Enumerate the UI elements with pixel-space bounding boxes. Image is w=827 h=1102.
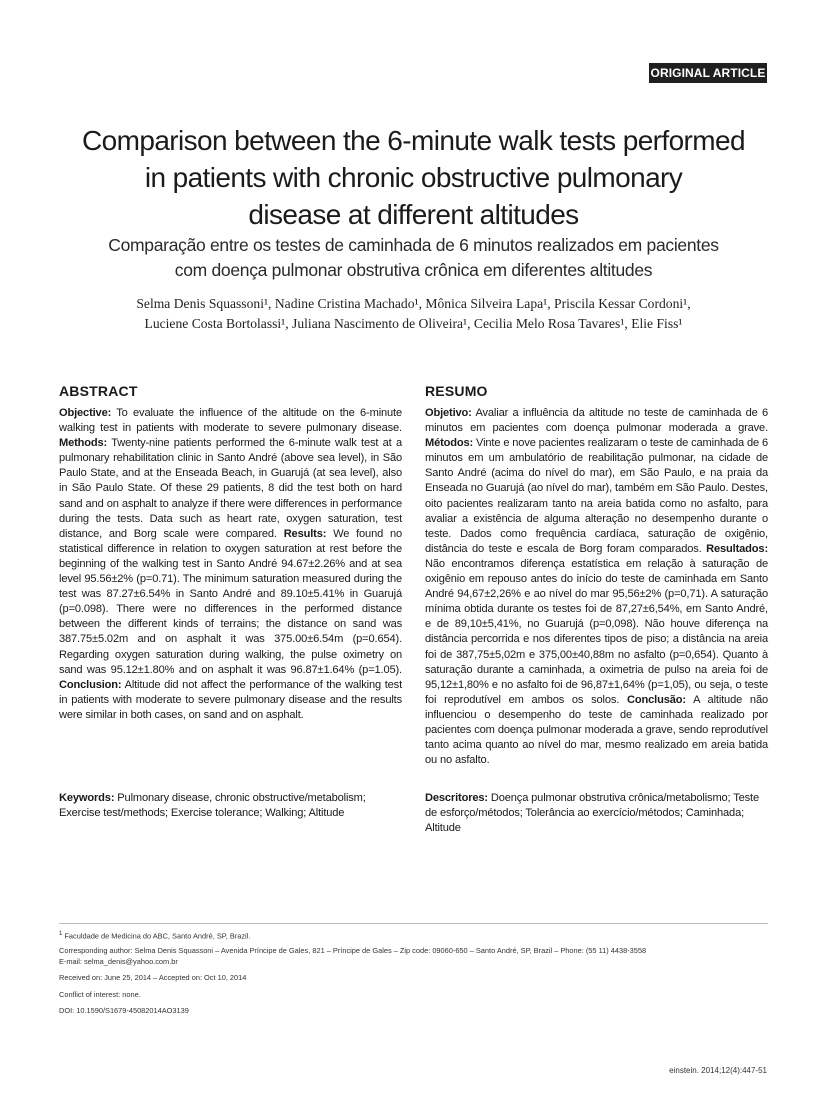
resumo-metodos-text: Vinte e nove pacientes realizaram o teste de caminhada de 6 minutos em um ambulatório de reabilitação pulmonar, na cidade de Santo André (acima do nível do mar), em São Paulo, e na praia da Enseada no Guarujá (ao nível do mar), também em São Paulo. Destes, oito pacientes realizaram tanto na areia batida como no asfalto, para avaliar a existência de alguma alteração no desempenho durante o teste. Dados como frequência cardíaca, saturação de oxigênio, distância do teste e escala de Borg foram comparados. [425, 437, 768, 555]
abstract-results-label: Results: [283, 527, 327, 540]
resumo-objetivo-text: Avaliar a influência da altitude no teste de caminhada de 6 minutos em pacientes com doença pulmonar moderada a grave. [425, 407, 768, 435]
resumo-resultados-label: Resultados: [706, 542, 768, 555]
resumo-resultados-text: Não encontramos diferença estatística em relação à saturação de oxigênio em repouso antes do início do teste de caminhada em Santo André 94,67±2,26% e ao nível do mar 95,56±2% (p=0,71). A saturação mínima obtida durante os testes foi de 87,27±6,54%, em Santo André, e de 89,10±5,41%, no Guarujá (p=0,098). Não houve diferença na distância percorrida e nos diferentes tipos de piso; a distância na areia foi de 387,75±5,02m e 375,00±40,88m no asfalto (p=0,654). Quanto à saturação durante a caminhada, a oximetria de pulso na areia foi de 95,12±1,80% e no asfalto foi de 96,87±1,64% (p=1,05), ou seja, o teste foi reprodutível em ambos os solos. [425, 557, 768, 706]
abstract-conclusion-label: Conclusion: [59, 678, 122, 691]
abstract-column [59, 382, 402, 723]
footnote-conflict: Conflict of interest: none. [59, 990, 141, 999]
affiliation-mark: 1 [59, 931, 63, 937]
author-list [70, 294, 757, 334]
keywords [59, 791, 402, 821]
footnote-corresponding: Corresponding author: Selma Denis Squassoni – Avenida Príncipe de Gales, 821 – Príncipe de Gales – Zip code: 09060-650 – Santo André, SP, Brazil – Phone: (55 11) 4438-3558 [59, 946, 647, 955]
article-subtitle [80, 233, 747, 283]
article-type-badge: ORIGINAL ARTICLE [649, 63, 767, 83]
resumo-objetivo-label: Objetivo: [425, 407, 472, 419]
keywords-text: Pulmonary disease, chronic obstructive/metabolism; Exercise test/methods; Exercise tolerance; Walking; Altitude [59, 792, 366, 820]
title-line: Comparison between the 6-minute walk tests performed [82, 125, 745, 156]
title-line: disease at different altitudes [248, 199, 579, 230]
abstract-methods-text: Twenty-nine patients performed the 6-minute walk test at a pulmonary rehabilitation clinic in Santo André (above sea level), in São Paulo State, and at the Enseada Beach, in Guarujá (at sea level), also in São Paulo State. Of these 29 patients, 8 did the test both on hard sand and on asphalt to analyze if there were differences in performance during the tests. Data such as heart rate, oxygen saturation, test distance, and Borg scale were compared. [59, 437, 402, 540]
resumo-conclusao-label: Conclusão: [627, 693, 686, 706]
resumo-conclusao-text: A altitude não influenciou o desempenho do teste de caminhada realizado por pacientes com doença pulmonar moderada a grave, sendo reprodutível tanto acima quanto ao nível do mar, mesmo realizado em areia batida ou no asfalto. [425, 693, 768, 767]
article-title [70, 122, 757, 233]
abstract-objective-label: Objective: [59, 407, 112, 419]
journal-citation: einstein. 2014;12(4):447-51 [669, 1066, 767, 1075]
abstract-results-text: We found no statistical difference in relation to oxygen saturation at rest before the beginning of the walking test in Santo André 94.67±2.26% and at sea level 95.56±2% (p=0.71). The minimum saturation measured during the test was 87.27±6.54% in Santo André and 89.10±5.41% in Guarujá (p=0.098). There were no differences in the performed distance between the different kinds of terrains; the distance on sand was 387.75±5.02m and on asphalt it was 375.00±6.54m (p=0.654). Regarding oxygen saturation during walking, the pulse oximetry on sand was 95.12±1.80% and on asphalt it was 96.87±1.64% (p=1.05). [59, 527, 402, 676]
affiliation-text: Faculdade de Medicina do ABC, Santo André, SP, Brazil. [62, 931, 251, 941]
abstract-objective-text: To evaluate the influence of the altitude on the 6-minute walking test in patients with moderate to severe pulmonary disease. [59, 407, 402, 435]
abstract-methods-label: Methods: [59, 437, 108, 450]
subtitle-line: Comparação entre os testes de caminhada de 6 minutos realizados em pacientes [108, 235, 719, 255]
footnote-divider [59, 923, 768, 924]
resumo-metodos-label: Métodos: [425, 437, 474, 450]
footnote-affiliation [59, 929, 768, 941]
abstract-body [59, 406, 402, 723]
title-line: in patients with chronic obstructive pulmonary [144, 162, 683, 193]
keywords-label: Keywords: [59, 792, 115, 804]
authors-line: Selma Denis Squassoni¹, Nadine Cristina Machado¹, Mônica Silveira Lapa¹, Priscila Kessar Cordoni¹, [136, 296, 691, 311]
authors-line: Luciene Costa Bortolassi¹, Juliana Nascimento de Oliveira¹, Cecilia Melo Rosa Tavares¹, Elie Fiss¹ [144, 316, 683, 331]
abstract-heading: ABSTRACT [59, 383, 138, 399]
descritores [425, 791, 768, 837]
resumo-body [425, 406, 768, 768]
resumo-column [425, 382, 768, 768]
descritores-label: Descritores: [425, 792, 488, 804]
abstract-conclusion-text: Altitude did not affect the performance of the walking test in patients with moderate to severe pulmonary disease and the results were similar in both cases, on sand and on asphalt. [59, 678, 402, 721]
footnote-doi: DOI: 10.1590/S1679-45082014AO3139 [59, 1006, 189, 1015]
footnote-email: E-mail: selma_denis@yahoo.com.br [59, 957, 178, 966]
subtitle-line: com doença pulmonar obstrutiva crônica em diferentes altitudes [174, 260, 653, 280]
descritores-text: Doença pulmonar obstrutiva crônica/metabolismo; Teste de esforço/métodos; Tolerância ao exercício/métodos; Caminhada; Altitude [425, 792, 759, 835]
footnote-dates: Received on: June 25, 2014 – Accepted on: Oct 10, 2014 [59, 973, 247, 982]
resumo-heading: RESUMO [425, 383, 488, 399]
